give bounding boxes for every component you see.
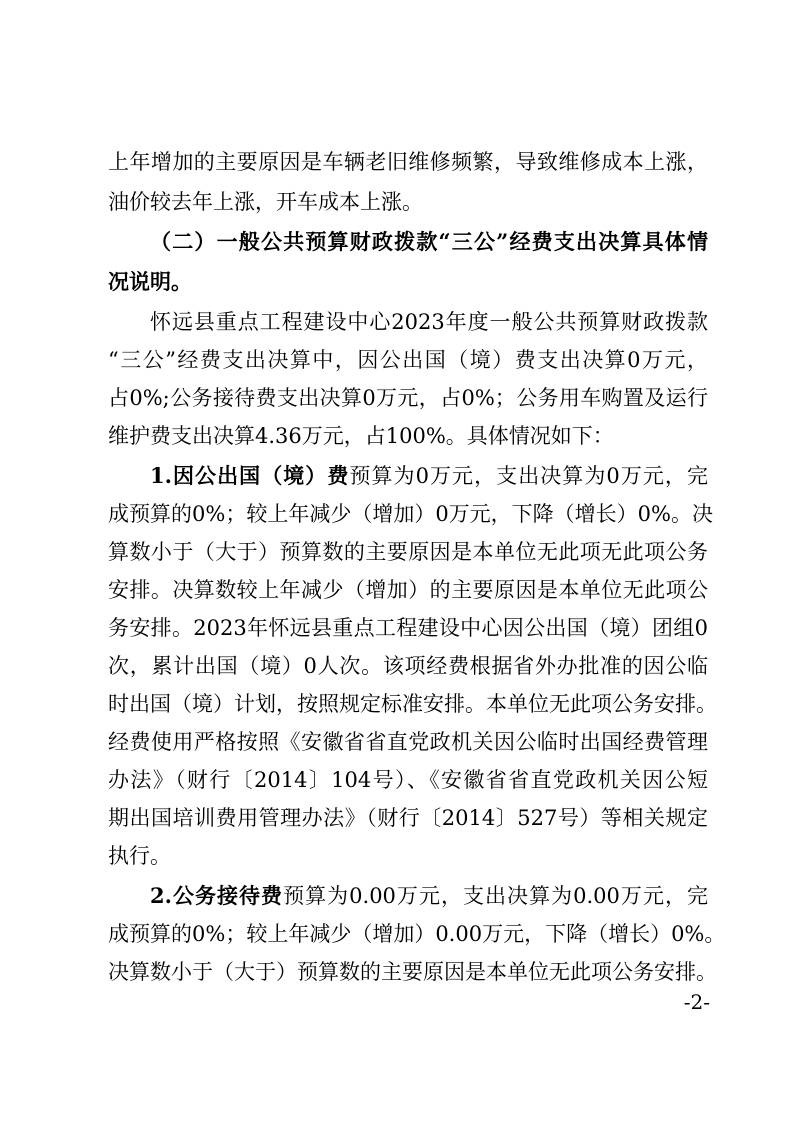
- text-line: 次，累计出国（境）0人次。该项经费根据省外办批准的因公临: [108, 654, 708, 678]
- text-line: 维护费支出决算4.36万元，占100%。具体情况如下：: [108, 424, 614, 448]
- text-line: 安排。决算数较上年减少（增加）的主要原因是本单位无此项公: [108, 578, 708, 602]
- item-text: 预算为0.00万元，支出决算为0.00万元，完: [283, 884, 708, 908]
- text-line: [150, 880, 708, 912]
- text-line: 决算数小于（大于）预算数的主要原因是本单位无此项公务安排。: [108, 960, 717, 984]
- item-heading: 1.因公出国（境）费: [150, 463, 350, 488]
- text-line: [150, 460, 708, 492]
- text-line: 算数小于（大于）预算数的主要原因是本单位无此项无此项公务: [108, 540, 708, 564]
- page-number: -2-: [683, 990, 710, 1014]
- text-line: 办法》（财行〔2014〕104号）、《安徽省省直党政机关因公短: [108, 768, 708, 792]
- item-text: 预算为0万元，支出决算为0万元，完: [349, 464, 708, 488]
- text-line: 成预算的0%；较上年减少（增加）0.00万元，下降（增长）0%。: [108, 922, 726, 946]
- text-line: 经费使用严格按照《安徽省省直党政机关因公临时出国经费管理: [108, 730, 708, 754]
- text-line: 怀远县重点工程建设中心2023年度一般公共预算财政拨款: [150, 310, 708, 334]
- text-line: 务安排。2023年怀远县重点工程建设中心因公出国（境）团组0: [108, 616, 708, 640]
- section-heading: （二）一般公共预算财政拨款“三公”经费支出决算具体情: [150, 229, 708, 254]
- text-line: 期出国培训费用管理办法》（财行〔2014〕527号）等相关规定: [108, 806, 708, 830]
- text-line: 执行。: [108, 844, 171, 868]
- text-line: 时出国（境）计划，按照规定标准安排。本单位无此项公务安排。: [108, 692, 717, 716]
- item-heading: 2.公务接待费: [150, 883, 284, 908]
- text-line: 成预算的0%；较上年减少（增加）0万元，下降（增长）0%。决: [108, 502, 713, 526]
- text-line: 油价较去年上涨，开车成本上涨。: [108, 190, 423, 214]
- text-line: 占0%;公务接待费支出决算0万元，占0%；公务用车购置及运行: [108, 386, 708, 410]
- text-line: “三公”经费支出决算中，因公出国（境）费支出决算0万元，: [108, 348, 708, 372]
- section-heading: 况说明。: [108, 269, 192, 294]
- text-line: 上年增加的主要原因是车辆老旧维修频繁，导致维修成本上涨，: [108, 150, 708, 174]
